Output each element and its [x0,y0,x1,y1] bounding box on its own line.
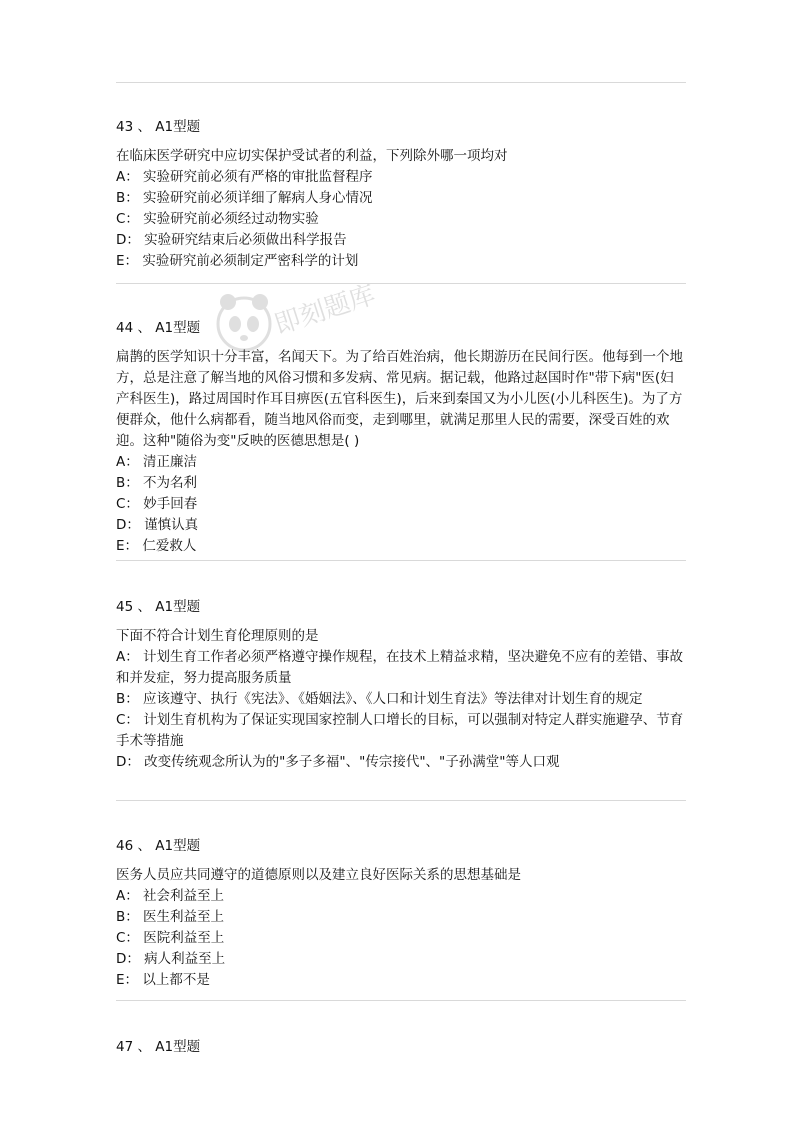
option-c: C： 妙手回春 [116,496,198,512]
option-d: D： 谨慎认真 [116,517,199,533]
option-d: D： 病人利益至上 [116,951,226,967]
question-43 [116,117,686,272]
question-stem: 扁鹊的医学知识十分丰富，名闻天下。为了给百姓治病，他长期游历在民间行医。他每到一个地方，总是注意了解当地的风俗习惯和多发病、常见病。据记载，他路过赵国时作"带下病"医(妇产科医生)，路过周国时作耳目痹医(五官科医生)，后来到秦国又为小儿医(小儿科医生)。为了方便群众，他什么病都看，随当地风俗而变，走到哪里，就满足那里人民的需要，深受百姓的欢迎。这种"随俗为变"反映的医德思想是( ) [116,349,683,449]
divider [116,82,686,83]
option-c: C： 医院利益至上 [116,930,225,946]
option-b: B： 不为名利 [116,475,198,491]
question-stem: 在临床医学研究中应切实保护受试者的利益，下列除外哪一项均对 [116,148,508,164]
option-e: E： 实验研究前必须制定严密科学的计划 [116,253,359,269]
option-d: D： 实验研究结束后必须做出科学报告 [116,232,347,248]
option-a: A： 社会利益至上 [116,888,225,904]
question-number: 47 、 A1型题 [116,1039,201,1055]
option-a: A： 清正廉洁 [116,454,198,470]
question-47 [116,1037,686,1066]
option-d: D： 改变传统观念所认为的"多子多福"、"传宗接代"、"子孙满堂"等人口观 [116,754,560,770]
divider [116,283,686,284]
option-a: A： 计划生育工作者必须严格遵守操作规程，在技术上精益求精，坚决避免不应有的差错、事故和并发症，努力提高服务质量 [116,649,684,686]
option-b: B： 实验研究前必须详细了解病人身心情况 [116,190,373,206]
option-b: B： 医生利益至上 [116,909,225,925]
question-number: 45 、 A1型题 [116,599,201,615]
divider [116,800,686,801]
option-b: B： 应该遵守、执行《宪法》、《婚姻法》、《人口和计划生育法》等法律对计划生育的规定 [116,691,643,707]
question-45 [116,597,686,773]
question-44 [116,318,686,557]
watermark-text: 即刻题库 [270,284,380,341]
option-e: E： 仁爱救人 [116,538,197,554]
option-a: A： 实验研究前必须有严格的审批监督程序 [116,169,373,185]
option-c: C： 计划生育机构为了保证实现国家控制人口增长的目标，可以强制对特定人群实施避孕、节育手术等措施 [116,712,684,749]
question-46 [116,836,686,991]
option-c: C： 实验研究前必须经过动物实验 [116,211,319,227]
question-number: 43 、 A1型题 [116,119,201,135]
question-stem: 下面不符合计划生育伦理原则的是 [116,628,319,644]
question-number: 46 、 A1型题 [116,838,201,854]
divider [116,1000,686,1001]
divider [116,560,686,561]
question-number: 44 、 A1型题 [116,320,201,336]
option-e: E： 以上都不是 [116,972,210,988]
question-stem: 医务人员应共同遵守的道德原则以及建立良好医际关系的思想基础是 [116,867,521,883]
